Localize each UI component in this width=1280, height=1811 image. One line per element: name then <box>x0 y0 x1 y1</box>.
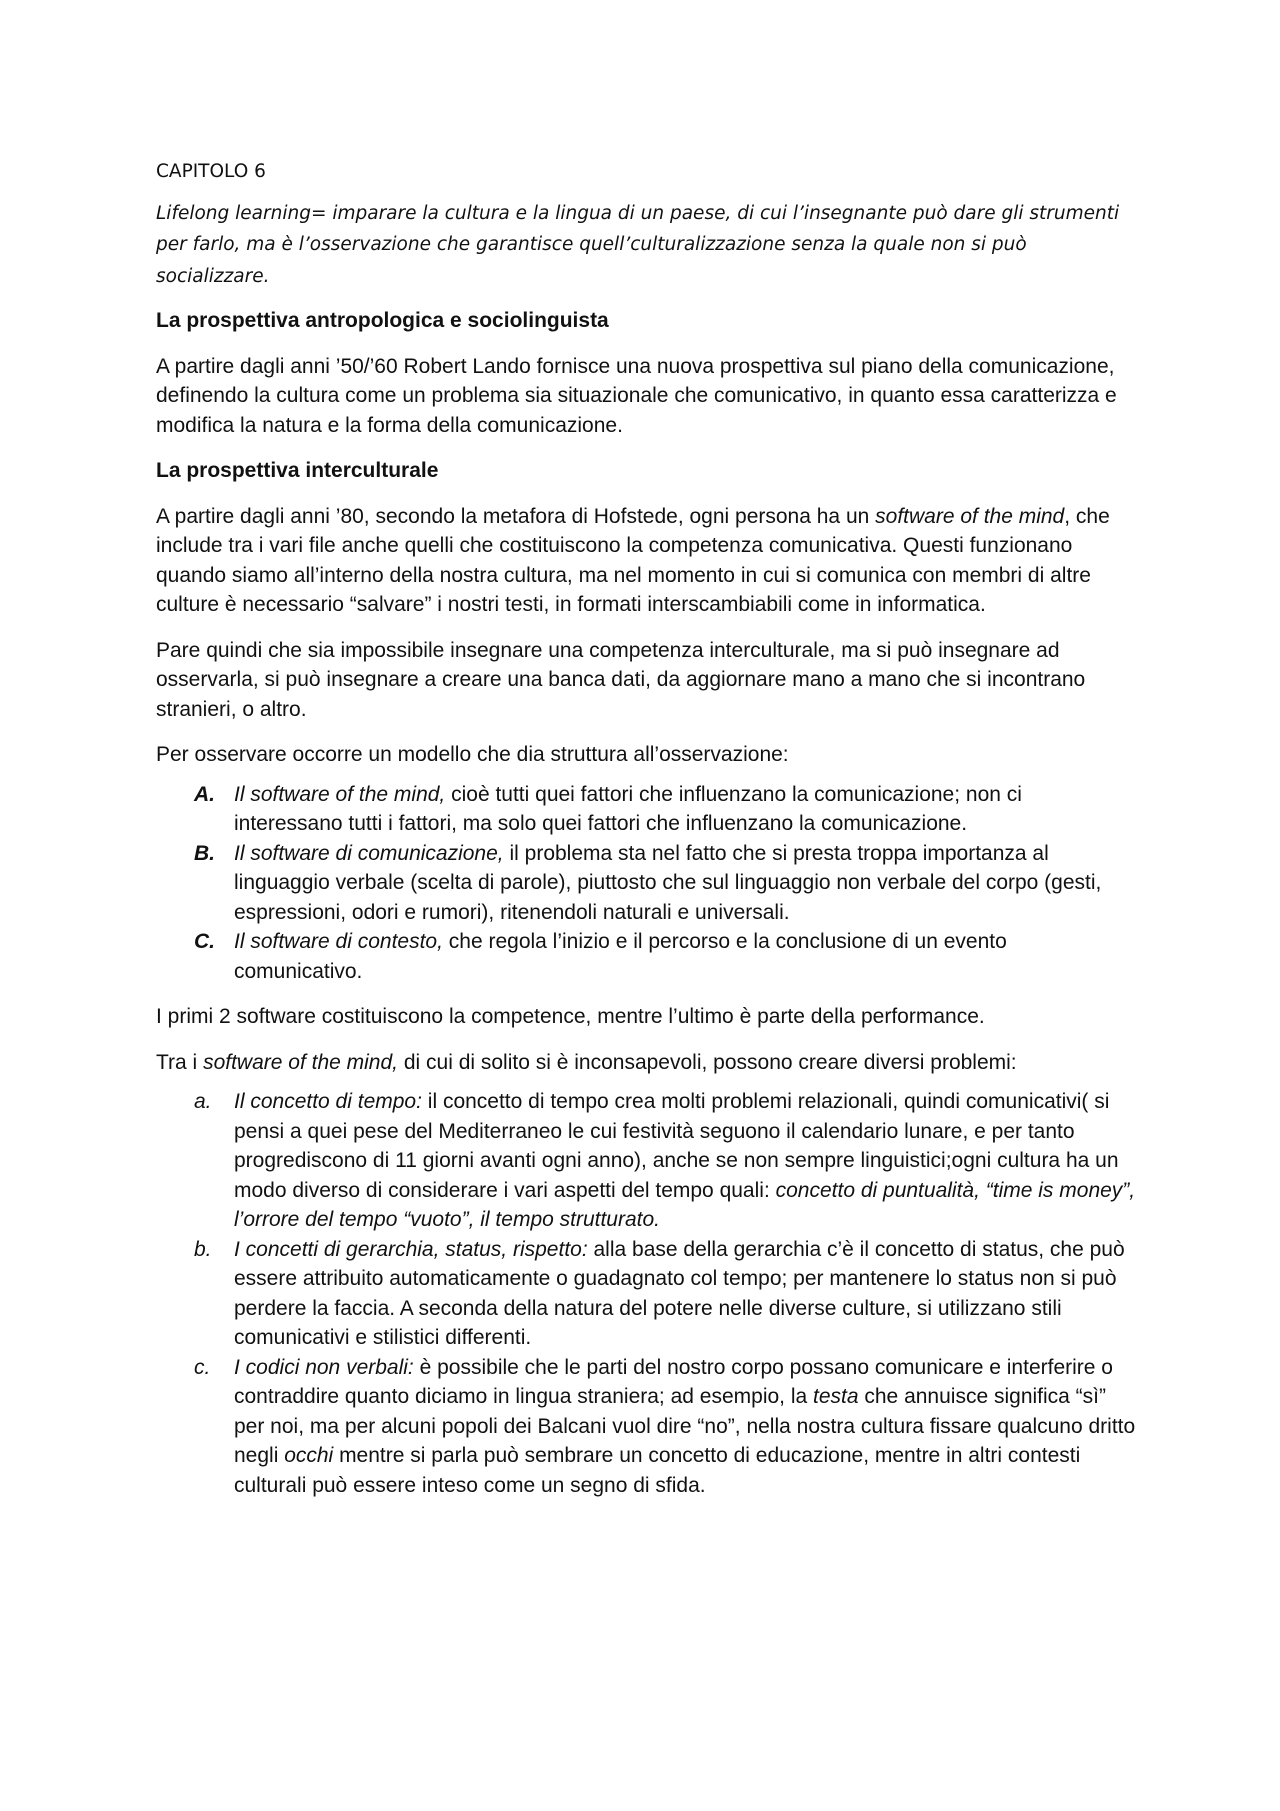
model-list <box>156 780 1136 987</box>
section-heading-anthropological: La prospettiva antropologica e sociolinguista <box>156 309 609 332</box>
text-run: il concetto di tempo crea molti problemi relazionali, quindi comunicativi( si pensi a quei pese del Mediterraneo le cui festività seguono il calendario lunare, e per tanto progrediscono di 11 giorni avanti ogni anno), anche se non sempre linguistici;ogni cultura ha un modo diverso di considerare i vari aspetti del tempo quali: <box>234 1090 1119 1202</box>
italic-run: Il software di comunicazione, <box>234 841 504 865</box>
list-item <box>156 839 1136 928</box>
list-marker: a. <box>194 1090 212 1113</box>
list-marker: b. <box>194 1237 212 1261</box>
list-item <box>156 1353 1136 1501</box>
problems-list <box>156 1087 1136 1500</box>
list-marker: c. <box>194 1355 211 1379</box>
paragraph-hofstede <box>156 502 1136 620</box>
paragraph-teaching: Pare quindi che sia impossibile insegnare una competenza interculturale, ma si può insegnare ad osservarla, si può insegnare a creare una banca dati, da aggiornare mano a mano che si incontrano stranieri, o altro. <box>156 638 1086 721</box>
text-run: che regola l’inizio e il percorso e la conclusione di un evento comunicativo. <box>234 930 1007 983</box>
italic-run: software of the mind <box>875 504 1065 528</box>
italic-run: testa <box>813 1385 859 1408</box>
section-heading-intercultural: La prospettiva interculturale <box>156 459 439 482</box>
text-run: Tra i <box>156 1050 204 1074</box>
text-run: che annuisce significa “sì” per noi, ma per alcuni popoli dei Balcani vuol dire “no”, nella nostra cultura fissare qualcuno dritto negli <box>234 1385 1136 1467</box>
text-run: mentre si parla può sembrare un concetto di educazione, mentre in altri contesti culturali può essere inteso come un segno di sfida. <box>234 1444 1081 1497</box>
text-run: A partire dagli anni ’80, secondo la metafora di Hofstede, ogni persona ha un <box>156 504 876 528</box>
list-item <box>156 1087 1136 1235</box>
paragraph-model-intro: Per osservare occorre un modello che dia struttura all’osservazione: <box>156 743 789 766</box>
paragraph-problems-intro <box>156 1048 1136 1078</box>
italic-run: Il software of the mind, <box>234 782 446 806</box>
chapter-title: CAPITOLO 6 <box>156 161 266 182</box>
text-run: di cui di solito si è inconsapevoli, possono creare diversi problemi: <box>398 1050 1017 1074</box>
list-item <box>156 780 1136 839</box>
text-run: è possibile che le parti del nostro corpo possano comunicare e interferire o contraddire quanto diciamo in lingua straniera; ad esempio, la <box>234 1355 1113 1408</box>
text-run: alla base della gerarchia c’è il concetto di status, che può essere attribuito automaticamente o guadagnato col tempo; per mantenere lo status non si può perdere la faccia. A seconda della natura del potere nelle diverse culture, si utilizzano stili comunicativi e stilistici differenti. <box>234 1237 1125 1349</box>
text-run: il problema sta nel fatto che si presta troppa importanza al linguaggio verbale (scelta di parole), piuttosto che sul linguaggio non verbale del corpo (gesti, espressioni, odori e rumori), ritenendoli naturali e universali. <box>234 841 1102 924</box>
list-item <box>156 1235 1136 1353</box>
italic-run: I concetti di gerarchia, status, rispetto: <box>234 1237 588 1261</box>
italic-run: I codici non verbali: <box>234 1355 414 1379</box>
list-marker: C. <box>194 930 215 953</box>
paragraph-competence: I primi 2 software costituiscono la competence, mentre l’ultimo è parte della performance. <box>156 1005 985 1028</box>
intro-paragraph: Lifelong learning= imparare la cultura e la lingua di un paese, di cui l’insegnante può dare gli strumenti per farlo, ma è l’osservazione che garantisce quell’culturalizzazione senza la quale non si può socializzare. <box>156 202 1120 287</box>
paragraph-anthropological: A partire dagli anni ’50/’60 Robert Lando fornisce una nuova prospettiva sul piano della comunicazione, definendo la cultura come un problema sia situazionale che comunicativo, in quanto essa caratterizza e modifica la natura e la forma della comunicazione. <box>156 354 1117 437</box>
document-page <box>156 156 1136 1516</box>
italic-run: Il concetto di tempo: <box>234 1090 422 1113</box>
italic-run: Il software di contesto, <box>234 930 443 953</box>
text-run: , che include tra i vari file anche quelli che costituiscono la competenza comunicativa. Questi funzionano quando siamo all’interno della nostra cultura, ma nel momento in cui si comunica con membri di altre culture è necessario “salvare” i nostri testi, in formati interscambiabili come in informatica. <box>156 504 1110 616</box>
list-marker: A. <box>194 782 215 806</box>
list-item <box>156 927 1136 986</box>
italic-run: concetto di puntualità, “time is money”, l’orrore del tempo “vuoto”, il tempo strutturato. <box>234 1178 1136 1231</box>
text-run: cioè tutti quei fattori che influenzano la comunicazione; non ci interessano tutti i fattori, ma solo quei fattori che influenzano la comunicazione. <box>234 782 1022 835</box>
italic-run: occhi <box>284 1444 334 1467</box>
italic-run: software of the mind, <box>203 1050 398 1074</box>
list-marker: B. <box>194 841 215 865</box>
